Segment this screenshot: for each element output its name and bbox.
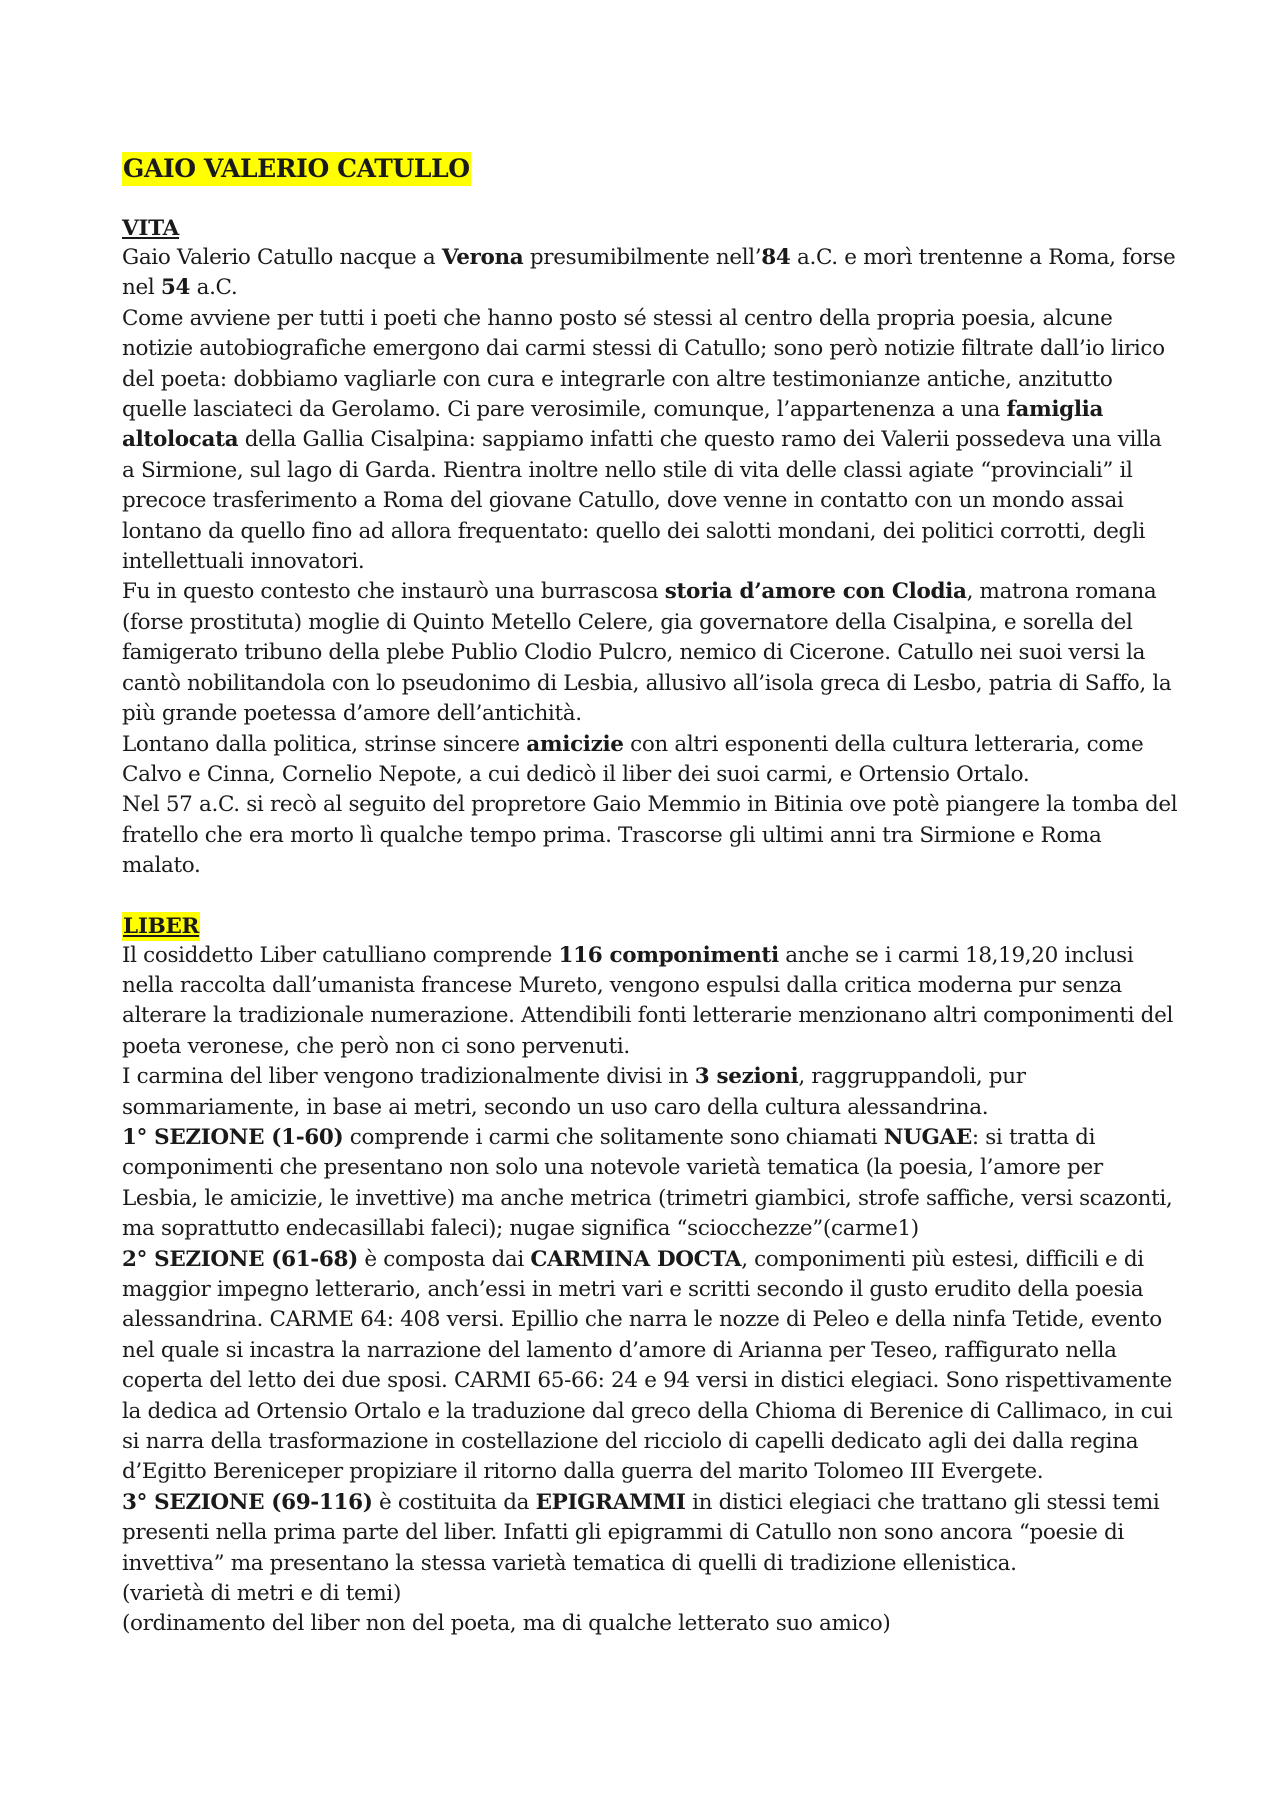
- section-vita: [122, 214, 1180, 882]
- bold-text: 2° SEZIONE (61-68): [122, 1246, 358, 1272]
- text-run: presumibilmente nell’: [523, 245, 762, 270]
- bold-text: famiglia altolocata: [122, 397, 1104, 453]
- bold-text: 54: [160, 275, 191, 301]
- text-run: in distici elegiaci che trattano gli stessi temi presenti nella prima parte del liber. Infatti gli epigrammi di Catullo non sono ancora “poesie di invettiva” ma presentano la stessa varietà tematica di quelli di tradizione ellenistica.: [122, 1489, 1160, 1576]
- bold-text: amicizie: [526, 731, 624, 757]
- paragraph: [122, 304, 1180, 578]
- bold-text: 116 componimenti: [558, 942, 779, 968]
- paragraph: [122, 1245, 1180, 1488]
- bold-text: EPIGRAMMI: [535, 1489, 686, 1515]
- bold-text: 1° SEZIONE (1-60): [122, 1124, 344, 1150]
- text-run: a.C.: [190, 275, 238, 301]
- text-run: comprende i carmi che solitamente sono chiamati: [343, 1124, 884, 1150]
- text-run: anche se i carmi 18,19,20 inclusi nella raccolta dall’umanista francese Mureto, vengono espulsi dalla critica moderna pur senza alterare la tradizionale numerazione. Attendibili fonti letterarie menzionano altri componimenti del poeta veronese, che però non ci sono pervenuti.: [122, 942, 1173, 1059]
- text-run: Gaio Valerio Catullo nacque a: [122, 245, 442, 270]
- paragraph: [122, 1609, 1180, 1639]
- bold-text: NUGAE: [883, 1124, 972, 1150]
- document-title: GAIO VALERIO CATULLO: [122, 152, 471, 186]
- text-run: è composta dai: [357, 1246, 531, 1272]
- text-run: , raggruppandoli, pur sommariamente, in base ai metri, secondo un uso caro della cultura alessandrina.: [122, 1064, 1026, 1120]
- text-run: I carmina del liber vengono tradizionalmente divisi in: [122, 1064, 695, 1090]
- bold-text: 84: [761, 245, 791, 270]
- bold-text: Verona: [441, 245, 524, 270]
- paragraph: [122, 577, 1180, 729]
- text-run: è costituita da: [372, 1489, 536, 1515]
- bold-text: CARMINA DOCTA: [530, 1246, 742, 1272]
- paragraph: [122, 1579, 1180, 1609]
- text-run: (ordinamento del liber non del poeta, ma di qualche letterato suo amico): [122, 1611, 891, 1637]
- paragraph: [122, 1062, 1180, 1123]
- text-run: Come avviene per tutti i poeti che hanno posto sé stessi al centro della propria poesia, alcune notizie autobiografiche emergono dai carmi stessi di Catullo; sono però notizie filtrate dall’io lirico del poeta: dobbiamo vagliarle con cura e integrarle con altre testimonianze antiche, anzitutto quelle lasciateci da Gerolamo. Ci pare verosimile, comunque, l’appartenenza a una: [122, 305, 1165, 423]
- text-run: Fu in questo contesto che instaurò una burrascosa: [122, 579, 665, 605]
- text-run: della Gallia Cisalpina: sappiamo infatti che questo ramo dei Valerii possedeva una villa a Sirmione, sul lago di Garda. Rientra inoltre nello stile di vita delle classi agiate “provinciali” il precoce trasferimento a Roma del giovane Catullo, dove venne in contatto con un mondo assai lontano da quello fino ad allora frequentato: quello dei salotti mondani, dei politici corrotti, degli intellettuali innovatori.: [122, 427, 1162, 575]
- paragraph: [122, 243, 1180, 304]
- text-run: , componimenti più estesi, difficili e di maggior impegno letterario, anch’essi in metri vari e scritti secondo il gusto erudito della poesia alessandrina. CARME 64: 408 versi. Epillio che narra le nozze di Peleo e della ninfa Tetide, evento nel quale si incastra la narrazione del lamento d’amore di Arianna per Teseo, raffigurato nella coperta del letto dei due sposi. CARMI 65-66: 24 e 94 versi in distici elegiaci. Sono rispettivamente la dedica ad Ortensio Ortalo e la traduzione dal greco della Chioma di Berenice di Callimaco, in cui si narra della trasformazione in costellazione del ricciolo di capelli dedicato agli dei dalla regina d’Egitto Bereniceper propiziare il ritorno dalla guerra del marito Tolomeo III Evergete.: [122, 1246, 1173, 1485]
- paragraph: [122, 790, 1180, 881]
- text-run: Nel 57 a.C. si recò al seguito del propretore Gaio Memmio in Bitinia ove potè piangere la tomba del fratello che era morto lì qualche tempo prima. Trascorse gli ultimi anni tra Sirmione e Roma malato.: [122, 792, 1178, 879]
- bold-text: storia d’amore con Clodia: [664, 579, 967, 605]
- paragraph: [122, 1488, 1180, 1579]
- bold-text: 3° SEZIONE (69-116): [122, 1489, 373, 1515]
- paragraph: [122, 941, 1180, 1063]
- section-heading: VITA: [122, 216, 180, 241]
- section-spacer: [122, 882, 1180, 912]
- text-run: a.C. e morì trentenne a Roma, forse nel: [122, 245, 1176, 301]
- section-heading: LIBER: [123, 913, 200, 939]
- text-run: Lontano dalla politica, strinse sincere: [122, 731, 527, 757]
- text-run: con altri esponenti della cultura letteraria, come Calvo e Cinna, Cornelio Nepote, a cui dedicò il liber dei suoi carmi, e Ortensio Ortalo.: [122, 731, 1144, 787]
- text-run: : si tratta di componimenti che presentano non solo una notevole varietà tematica (la poesia, l’amore per Lesbia, le amicizie, le invettive) ma anche metrica (trimetri giambici, strofe saffiche, versi scazonti, ma soprattutto endecasillabi faleci); nugae significa “sciocchezze”(carme1): [122, 1124, 1173, 1242]
- bold-text: 3 sezioni: [694, 1064, 799, 1090]
- text-run: Il cosiddetto Liber catulliano comprende: [122, 942, 559, 968]
- paragraph: [122, 1123, 1180, 1245]
- paragraph: [122, 730, 1180, 791]
- text-run: , matrona romana (forse prostituta) moglie di Quinto Metello Celere, gia governatore della Cisalpina, e sorella del famigerato tribuno della plebe Publio Clodio Pulcro, nemico di Cicerone. Catullo nei suoi versi la cantò nobilitandola con lo pseudonimo di Lesbia, allusivo all’isola greca di Lesbo, patria di Saffo, la più grande poetessa d’amore dell’antichità.: [122, 579, 1172, 727]
- text-run: (varietà di metri e di temi): [122, 1581, 401, 1607]
- document-body: [122, 214, 1180, 1640]
- section-liber: [122, 912, 1180, 1640]
